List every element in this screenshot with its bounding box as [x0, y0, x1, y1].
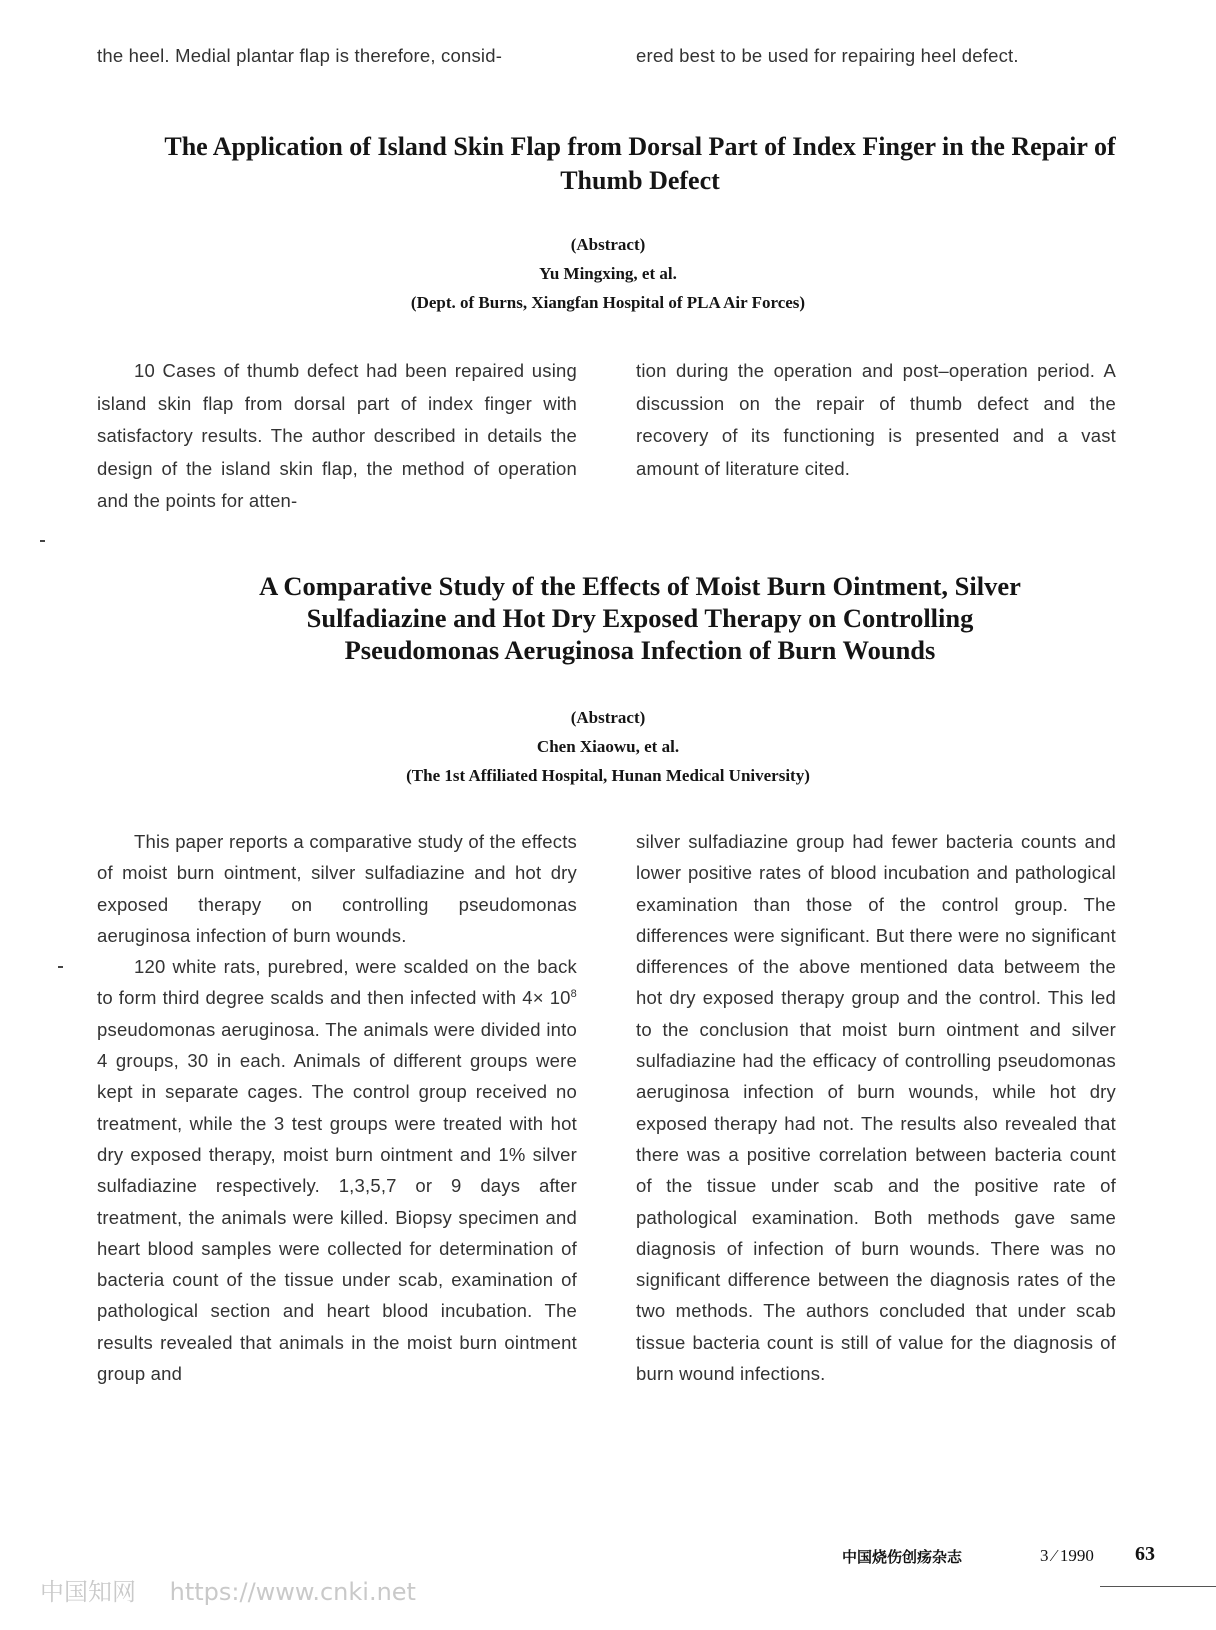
article1-paragraph-right: tion during the operation and post–operation period. A discussion on the repair of thumb defect and the recovery of its functioning is presented and a vast amount of literature cited. [636, 360, 1116, 479]
article2-affiliation: (The 1st Affiliated Hospital, Hunan Medical University) [406, 766, 810, 785]
article2-paragraph-1: This paper reports a comparative study of the effects of moist burn ointment, silver sulfadiazine and hot dry exposed therapy on controlling pseudomonas aeruginosa infection of burn wounds. [97, 831, 577, 946]
article2-title [140, 570, 1140, 666]
article2-paragraph-right: silver sulfadiazine group had fewer bacteria counts and lower positive rates of blood incubation and pathological examination than those of the control group. The differences were significant. But there were no significant differences of the above mentioned data betweem the hot dry exposed therapy group and the control. This led to the conclusion that moist burn ointment and silver sulfadiazine had the efficacy of controlling pseudomonas aeruginosa infection of burn wounds, while hot dry exposed therapy had not. The results also revealed that there was a positive correlation between bacteria count of the tissue under scab and the positive rate of pathological examination. Both methods gave same diagnosis of infection of burn wounds. There was no significant difference between the diagnosis rates of the two methods. The authors concluded that under scab tissue bacteria count is still of value for the diagnosis of burn wound infections. [636, 831, 1116, 1385]
article2-paragraph-2b: pseudomonas aeruginosa. The animals were divided into 4 groups, 30 in each. Animals of different groups were kept in separate cages. The control group received no treatment, while the 3 test groups were treated with hot dry exposed therapy, moist burn ointment and 1% silver sulfadiazine respectively. 1,3,5,7 or 9 days after treatment, the animals were killed. Biopsy specimen and heart blood samples were collected for determination of bacteria count of the tissue under scab, examination of pathological section and heart blood incubation. The results revealed that animals in the moist burn ointment group and [97, 1018, 577, 1385]
article2-title-line2: Sulfadiazine and Hot Dry Exposed Therapy on Controlling [306, 603, 974, 633]
article1-body-left [97, 355, 577, 518]
article2-abstract-label: (Abstract) [570, 708, 646, 727]
page-number: 63 [1135, 1543, 1155, 1565]
watermark-url: https://www.cnki.net [169, 1578, 416, 1606]
footer-rule [1100, 1586, 1216, 1587]
article2-title-line3: Pseudomonas Aeruginosa Infection of Burn Wounds [344, 635, 936, 665]
article1-author: Yu Mingxing, et al. [539, 264, 677, 283]
article2-paragraph-2 [97, 951, 577, 1389]
article1-title: The Application of Island Skin Flap from Dorsal Part of Index Finger in the Repair of Thumb Defect [164, 132, 1116, 195]
article2-title-line1: A Comparative Study of the Effects of Moist Burn Ointment, Silver [259, 571, 1021, 601]
article1-paragraph-left: 10 Cases of thumb defect had been repaired using island skin flap from dorsal part of index finger with satisfactory results. The author described in details the design of the island skin flap, the method of operation and the points for atten- [97, 360, 577, 511]
scan-speck [40, 540, 45, 542]
article2-body-left [97, 826, 577, 1389]
watermark-brand: 中国知网 [40, 1578, 136, 1606]
article2-paragraph-2a: 120 white rats, purebred, were scalded on the back to form third degree scalds and then infected with 4× 10 [97, 956, 577, 1009]
issue-number: 3 ⁄ 1990 [1040, 1546, 1094, 1565]
exponent: 8 [570, 988, 577, 1001]
article1-meta [0, 230, 1216, 317]
article1-body-right [636, 355, 1116, 485]
prev-article-fragment-right: ered best to be used for repairing heel defect. [636, 45, 1019, 66]
article1-affiliation: (Dept. of Burns, Xiangfan Hospital of PLA Air Forces) [410, 293, 806, 312]
article2-meta [0, 703, 1216, 790]
article2-body-right [636, 826, 1116, 1389]
cnki-watermark [40, 1572, 416, 1607]
scan-speck [58, 966, 63, 968]
article2-author: Chen Xiaowu, et al. [536, 737, 680, 756]
prev-article-fragment-left: the heel. Medial plantar flap is therefore, consid- [97, 45, 503, 66]
article1-abstract-label: (Abstract) [570, 235, 646, 254]
journal-name: 中国烧伤创疡杂志 [842, 1548, 963, 1566]
